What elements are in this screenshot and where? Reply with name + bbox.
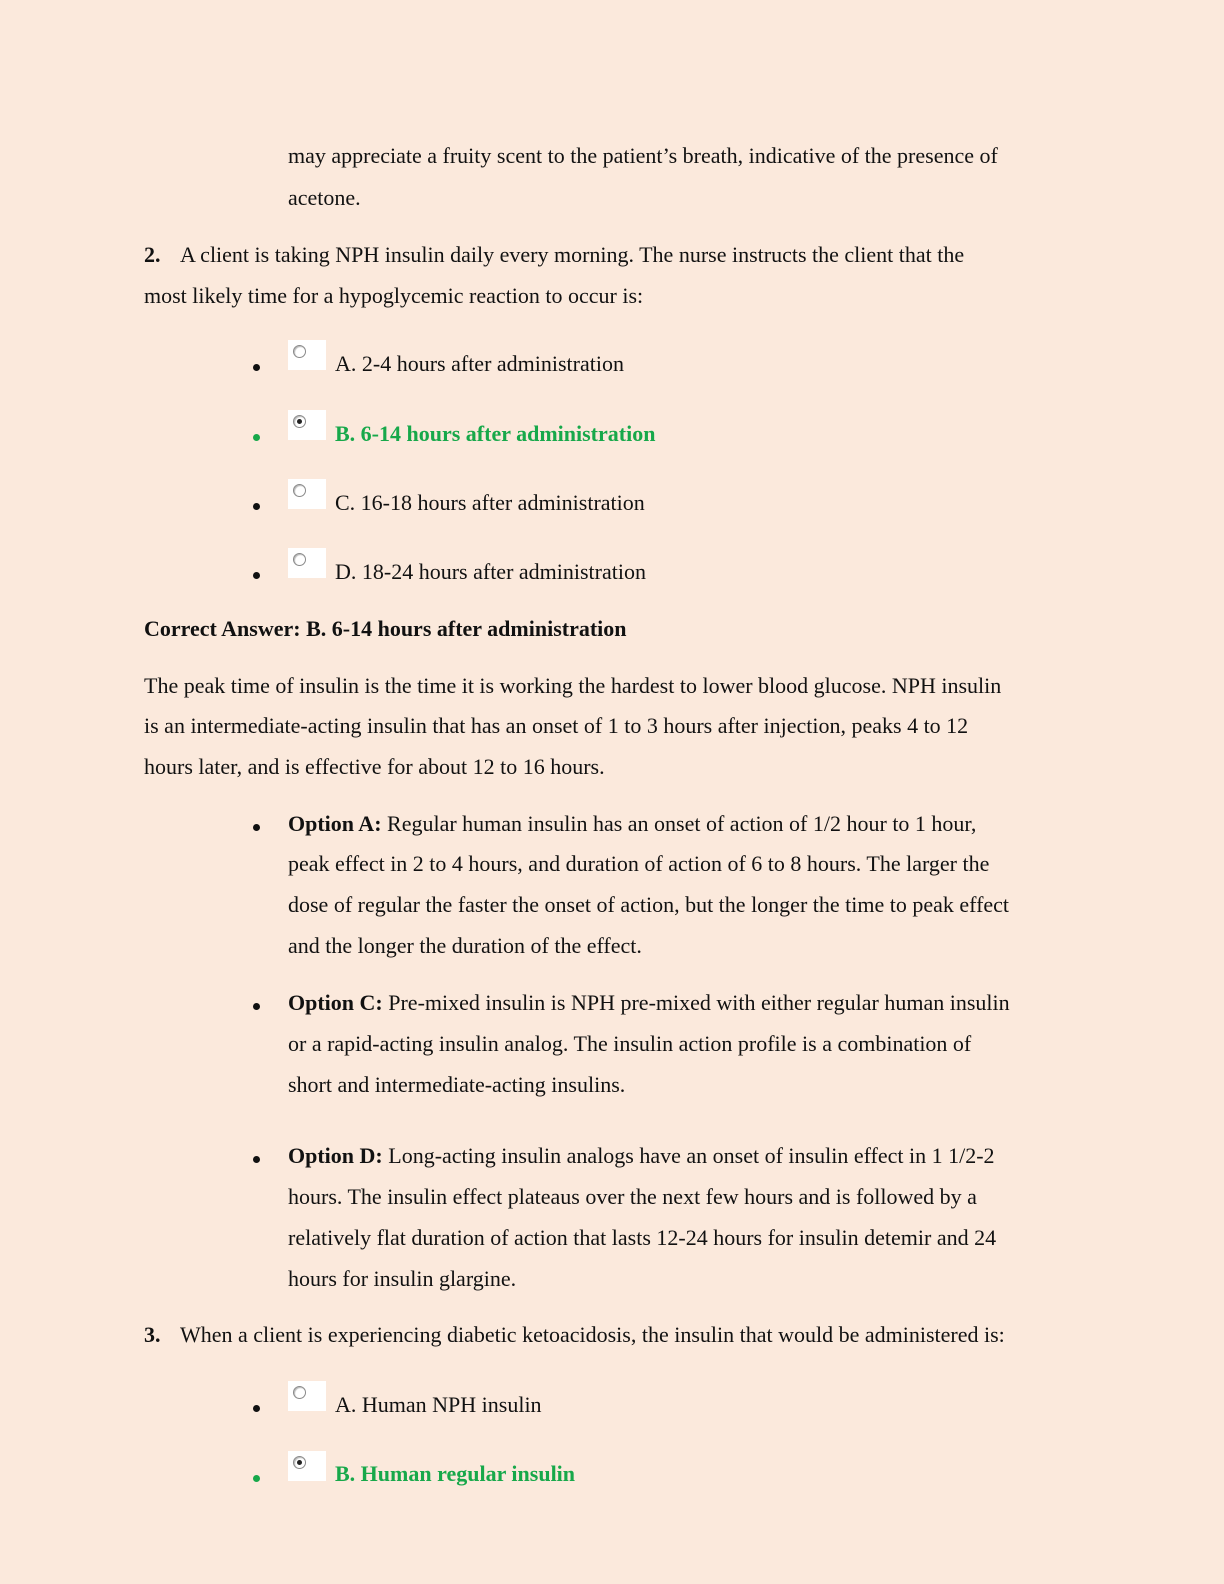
rationale-d-line-2: hours. The insulin effect plateaus over the next few hours and is followed by a [288, 1184, 977, 1209]
rationale-a-line-2: peak effect in 2 to 4 hours, and duration of action of 6 to 8 hours. The larger the [288, 851, 990, 876]
rationale-d-label: Option D: [288, 1143, 383, 1168]
bullet-icon [253, 1003, 260, 1010]
question-2-number: 2. [144, 242, 161, 267]
rationale-a-line-4: and the longer the duration of the effect. [288, 933, 642, 958]
rationale-c-line-2: or a rapid-acting insulin analog. The insulin action profile is a combination of [288, 1031, 972, 1056]
radio-button-selected[interactable] [293, 415, 306, 428]
explanation-line-2: is an intermediate-acting insulin that has an onset of 1 to 3 hours after injection, peaks 4 to 12 [144, 713, 969, 738]
q2-option-c-label: C. 16-18 hours after administration [335, 490, 645, 515]
radio-button[interactable] [293, 484, 306, 497]
explanation-line-3: hours later, and is effective for about 12 to 16 hours. [144, 754, 605, 779]
q2-option-d-label: D. 18-24 hours after administration [335, 559, 646, 584]
rationale-a-text: Regular human insulin has an onset of action of 1/2 hour to 1 hour, [381, 811, 977, 836]
bullet-icon [253, 1156, 260, 1163]
q2-option-c-radio-frame [288, 479, 326, 509]
intro-line-2: acetone. [288, 185, 361, 210]
q2-option-a-radio-frame [288, 340, 326, 370]
q3-option-a-label: A. Human NPH insulin [335, 1392, 542, 1417]
intro-line-1: may appreciate a fruity scent to the patient’s breath, indicative of the presence of [288, 143, 998, 168]
question-2-stem-line-2: most likely time for a hypoglycemic reaction to occur is: [144, 283, 644, 308]
radio-button[interactable] [293, 345, 306, 358]
rationale-c-line-1 [288, 990, 1010, 1016]
rationale-a-line-1 [288, 811, 976, 837]
explanation-line-1: The peak time of insulin is the time it is working the hardest to lower blood glucose. NPH insulin [144, 673, 1002, 698]
q3-option-b-radio-frame [288, 1451, 326, 1481]
q3-option-a-radio-frame [288, 1381, 326, 1411]
q2-option-b-label: B. 6-14 hours after administration [335, 421, 656, 446]
rationale-c-text: Pre-mixed insulin is NPH pre-mixed with either regular human insulin [382, 990, 1010, 1015]
q2-option-b-radio-frame [288, 410, 326, 440]
rationale-d-line-3: relatively flat duration of action that lasts 12-24 hours for insulin detemir and 24 [288, 1225, 997, 1250]
bullet-icon [253, 503, 260, 510]
question-3-number: 3. [144, 1322, 161, 1347]
rationale-d-text: Long-acting insulin analogs have an onset of insulin effect in 1 1/2-2 [382, 1143, 995, 1168]
bullet-icon [253, 572, 260, 579]
rationale-c-line-3: short and intermediate-acting insulins. [288, 1072, 626, 1097]
rationale-a-label: Option A: [288, 811, 382, 836]
rationale-d-line-1 [288, 1143, 995, 1169]
rationale-d-line-4: hours for insulin glargine. [288, 1266, 517, 1291]
bullet-icon [253, 434, 260, 441]
bullet-icon [253, 824, 260, 831]
q3-option-b-label: B. Human regular insulin [335, 1461, 576, 1486]
radio-button[interactable] [293, 1386, 306, 1399]
rationale-a-line-3: dose of regular the faster the onset of action, but the longer the time to peak effect [288, 892, 1010, 917]
question-2-stem-line-1: A client is taking NPH insulin daily every morning. The nurse instructs the client that the [180, 242, 965, 267]
q2-option-d-radio-frame [288, 548, 326, 578]
bullet-icon [253, 1405, 260, 1412]
correct-answer: Correct Answer: B. 6-14 hours after administration [144, 616, 627, 641]
radio-button[interactable] [293, 553, 306, 566]
bullet-icon [253, 364, 260, 371]
radio-button-selected[interactable] [293, 1456, 306, 1469]
q2-option-a-label: A. 2-4 hours after administration [335, 351, 624, 376]
rationale-c-label: Option C: [288, 990, 383, 1015]
question-3-stem: When a client is experiencing diabetic ketoacidosis, the insulin that would be administered is: [180, 1322, 1005, 1347]
bullet-icon [253, 1475, 260, 1482]
